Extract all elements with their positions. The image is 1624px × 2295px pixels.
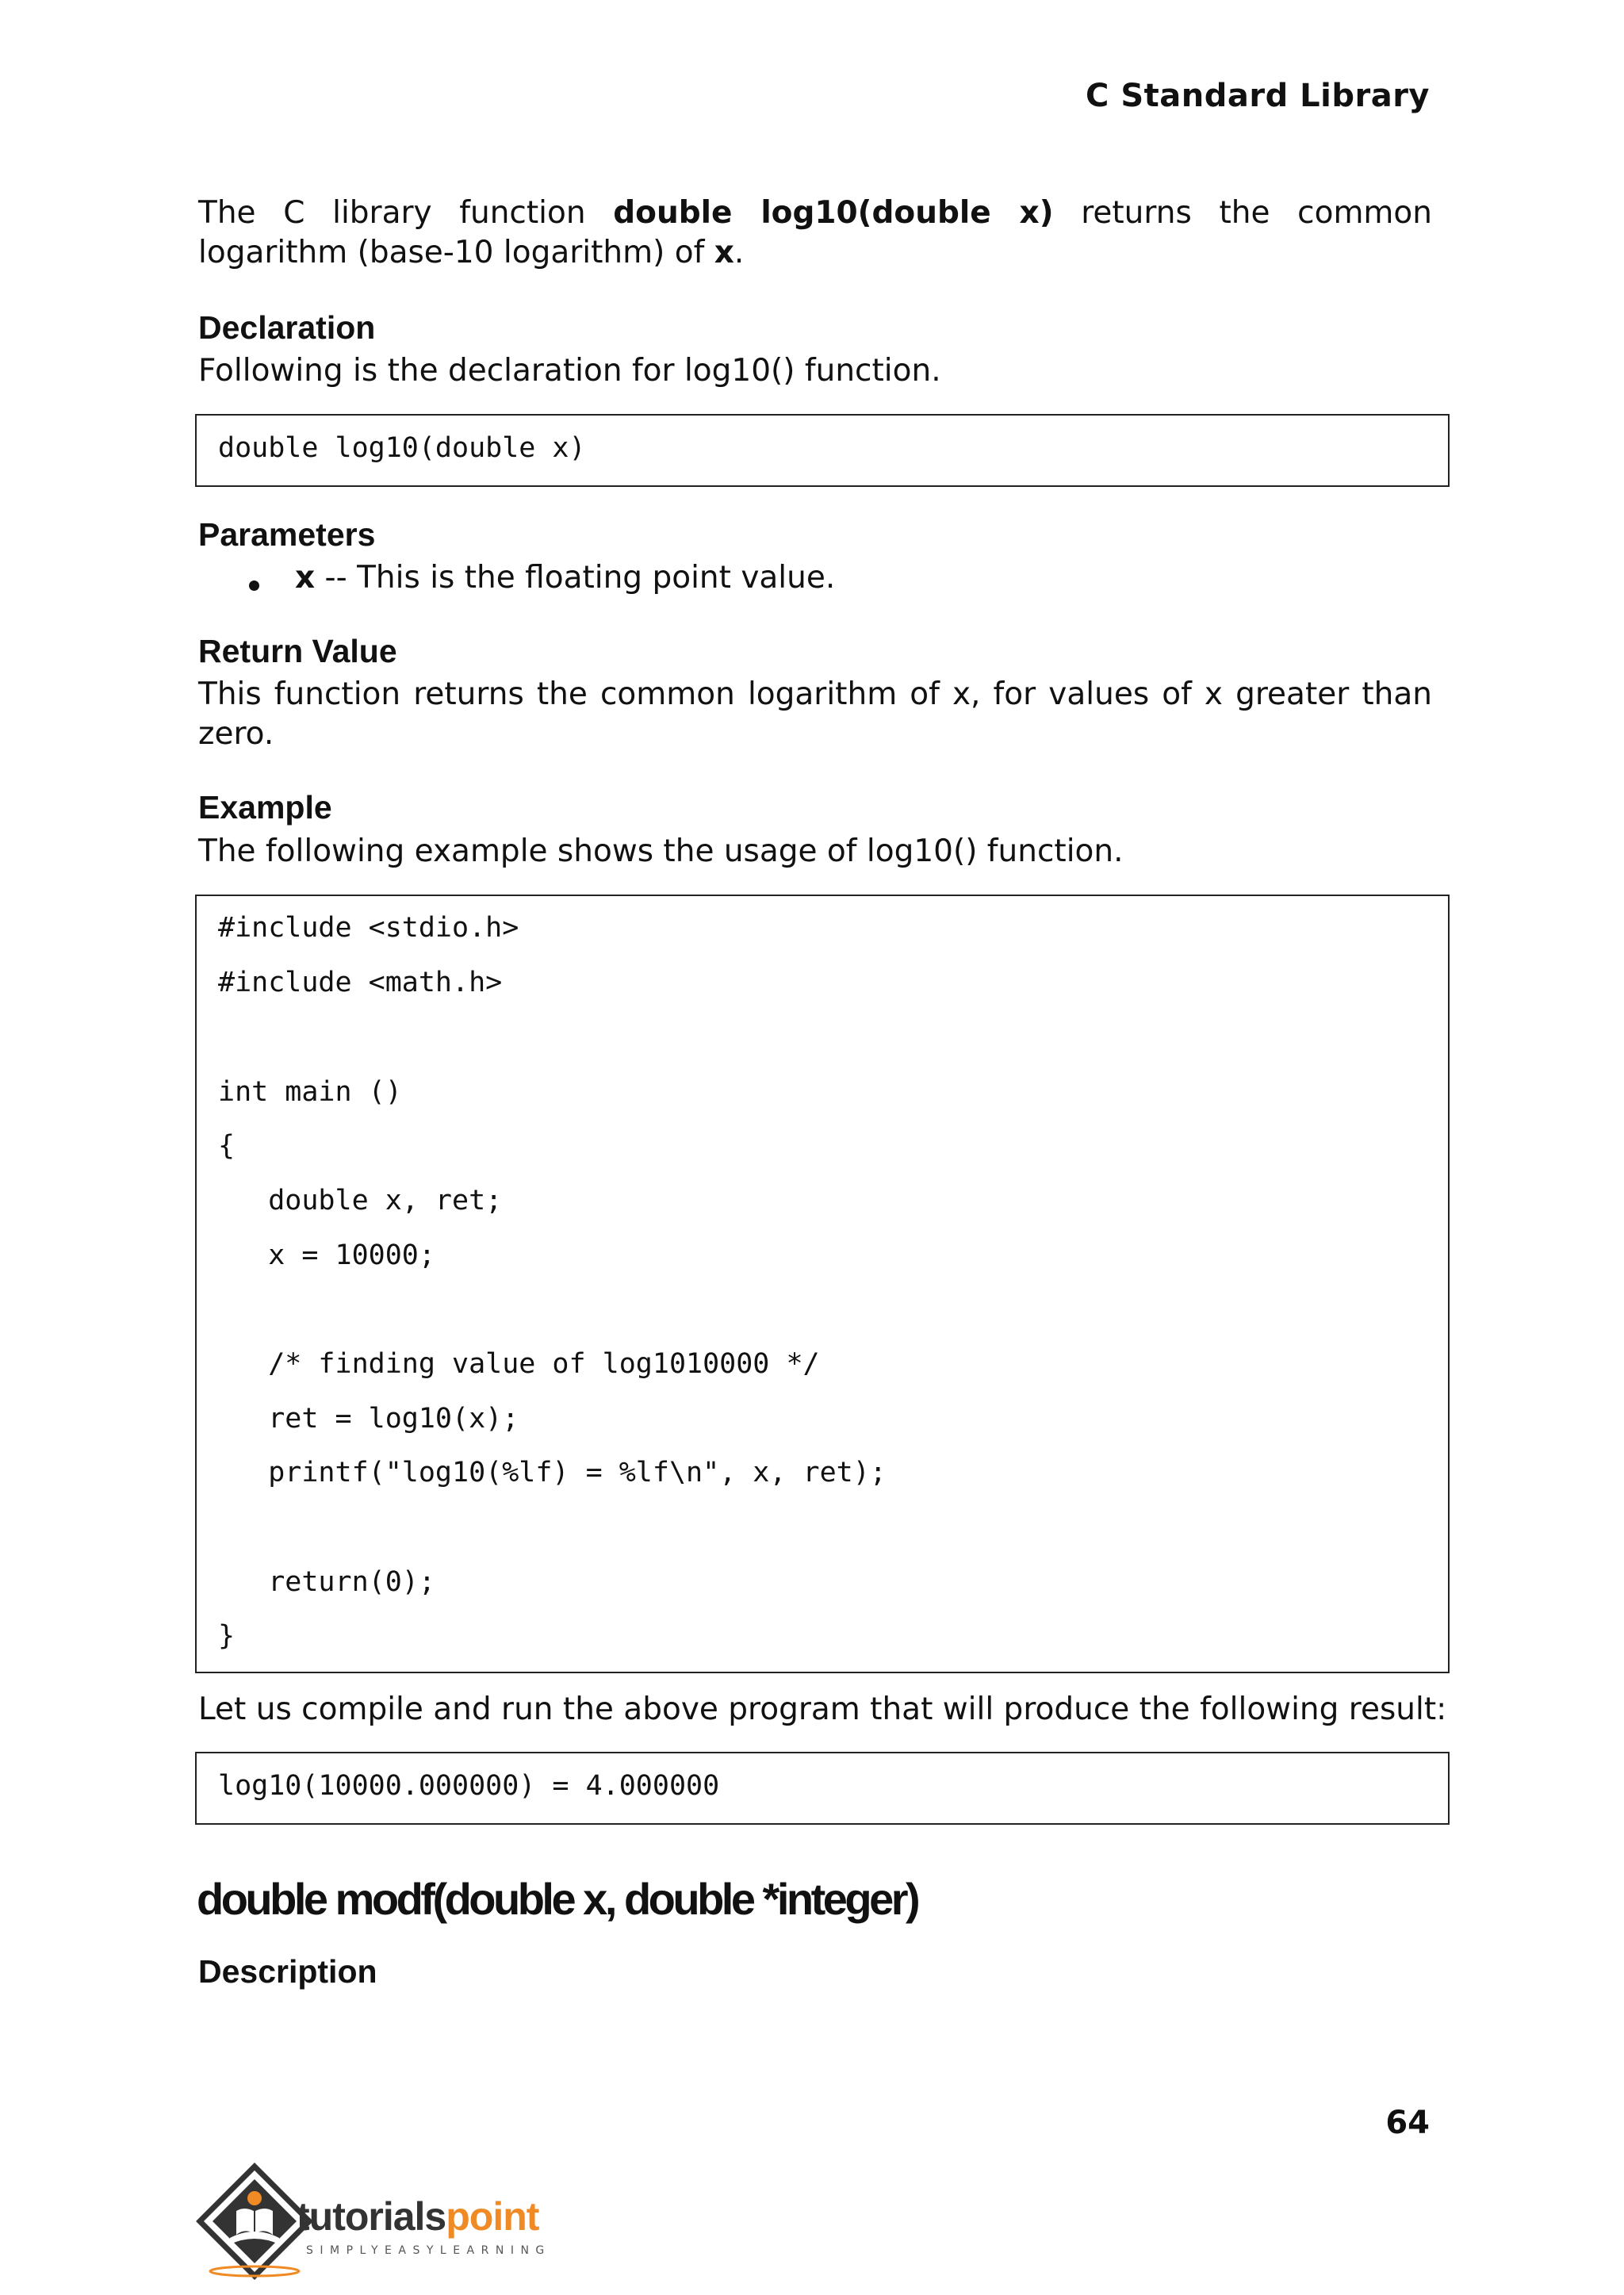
parameter-name: x bbox=[295, 560, 316, 596]
code-line: /* finding value of log1010000 */ bbox=[218, 1348, 820, 1380]
section-title: double modf(double x, double *integer) bbox=[197, 1874, 918, 1924]
example-heading: Example bbox=[198, 789, 332, 826]
return-value-text: This function returns the common logarithm of x, for values of x greater than zero. bbox=[198, 676, 1432, 752]
example-text: The following example shows the usage of log10() function. bbox=[198, 833, 1124, 869]
result-output-box bbox=[195, 1752, 1450, 1825]
page-number: 64 bbox=[1385, 2105, 1430, 2141]
declaration-code-box bbox=[195, 414, 1450, 487]
parameter-item bbox=[295, 558, 1247, 598]
intro-middle: returns the common logarithm (base-10 logarithm) of bbox=[198, 195, 1432, 270]
intro-suffix: . bbox=[733, 235, 745, 270]
declaration-text: Following is the declaration for log10() function. bbox=[198, 353, 941, 389]
result-output: log10(10000.000000) = 4.000000 bbox=[218, 1770, 720, 1802]
code-line: int main () bbox=[218, 1076, 402, 1108]
code-line: double x, ret; bbox=[218, 1185, 503, 1216]
declaration-heading: Declaration bbox=[198, 309, 376, 346]
code-line: #include <stdio.h> bbox=[218, 912, 519, 944]
intro-prefix: The C library function bbox=[198, 195, 614, 231]
example-code-box bbox=[195, 895, 1450, 1673]
parameter-desc: -- This is the floating point value. bbox=[315, 560, 836, 596]
result-text: Let us compile and run the above program that will produce the following result: bbox=[198, 1692, 1447, 1727]
code-line: ret = log10(x); bbox=[218, 1403, 519, 1435]
code-line: #include <math.h> bbox=[218, 967, 503, 998]
parameters-heading: Parameters bbox=[198, 516, 376, 553]
code-line: printf("log10(%lf) = %lf\n", x, ret); bbox=[218, 1457, 887, 1488]
bullet-icon bbox=[249, 580, 259, 591]
running-header: C Standard Library bbox=[1086, 78, 1430, 114]
intro-function-signature: double log10(double x) bbox=[613, 195, 1054, 231]
declaration-code: double log10(double x) bbox=[218, 432, 586, 464]
description-heading: Description bbox=[198, 1953, 377, 1990]
logo-text-tutorials: tutorials bbox=[297, 2194, 446, 2239]
tutorialspoint-logo bbox=[195, 2162, 576, 2281]
code-line: x = 10000; bbox=[218, 1239, 435, 1271]
intro-var: x bbox=[714, 235, 734, 270]
code-line: return(0); bbox=[218, 1566, 435, 1598]
code-line: } bbox=[218, 1620, 236, 1652]
logo-tagline: SIMPLYEASYLEARNING bbox=[306, 2244, 551, 2257]
code-line: { bbox=[218, 1130, 236, 1162]
return-value-heading: Return Value bbox=[198, 633, 397, 669]
logo-text-point: point bbox=[446, 2194, 539, 2239]
intro-paragraph bbox=[198, 193, 1432, 273]
